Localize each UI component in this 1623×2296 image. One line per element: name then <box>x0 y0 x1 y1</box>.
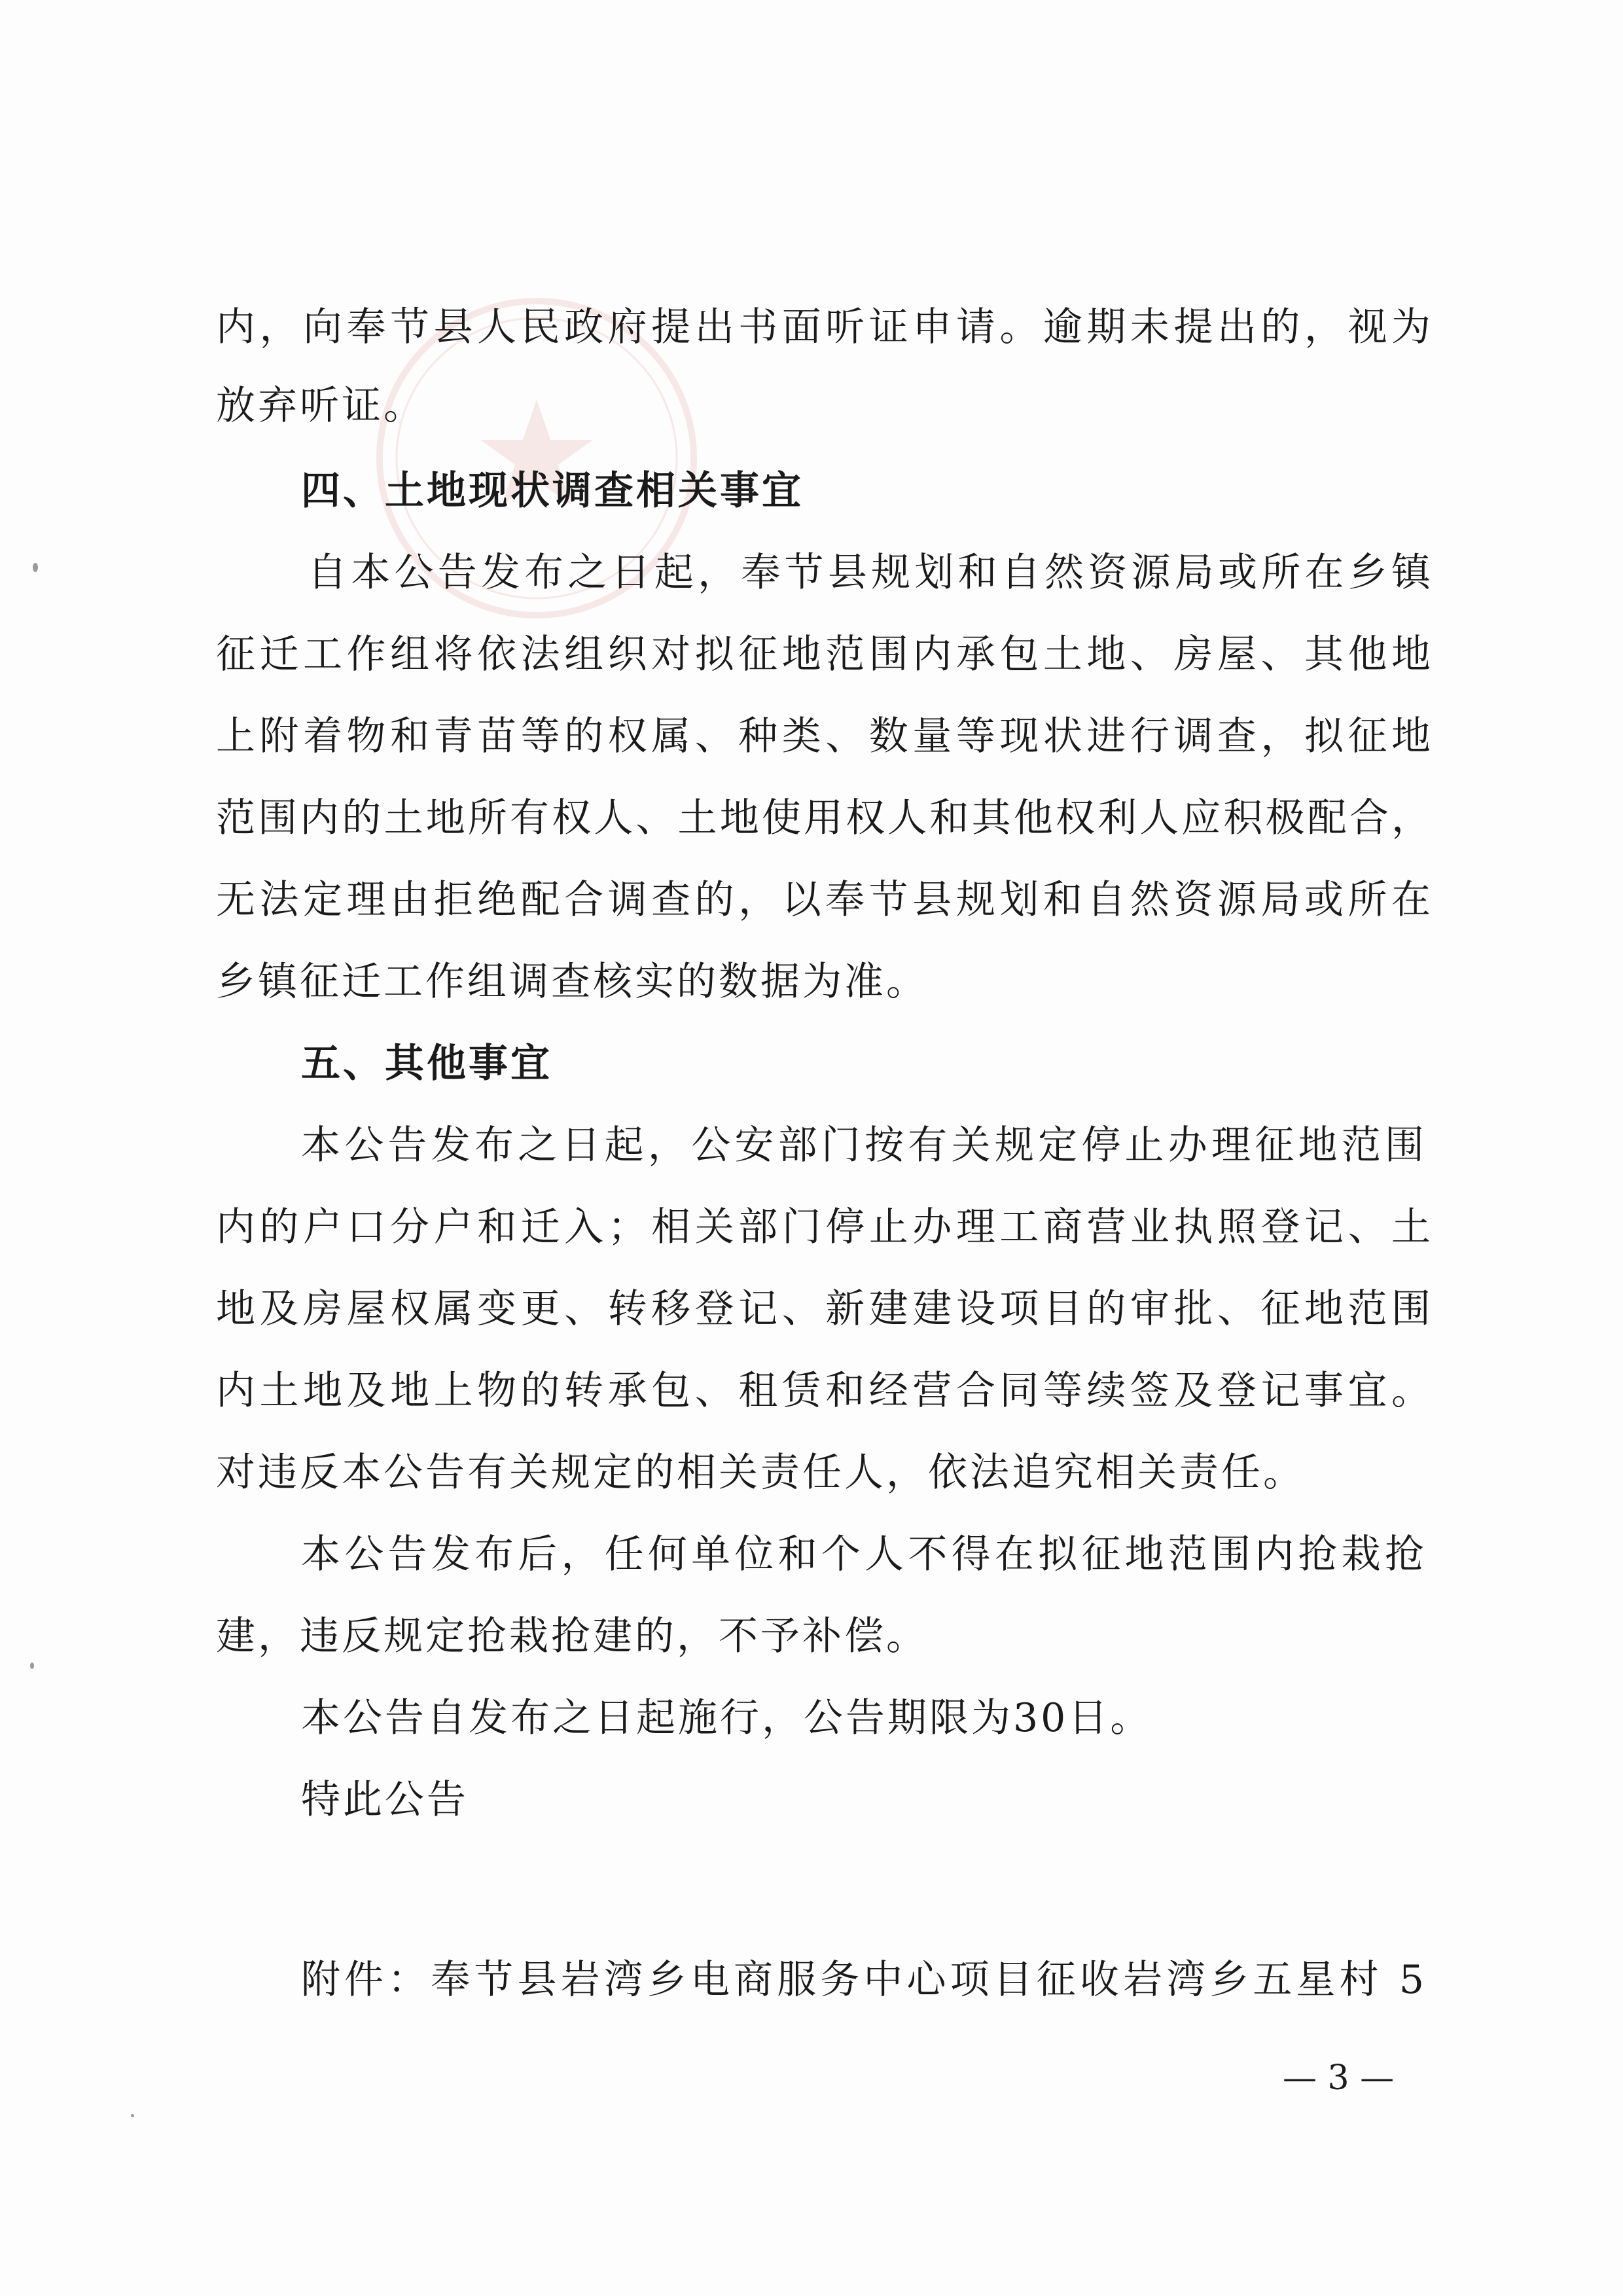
body-text-line: 范围内的土地所有权人、土地使用权人和其他权利人应积极配合， <box>216 795 1433 841</box>
body-text-line: 本公告发布之日起，公安部门按有关规定停止办理征地范围 <box>301 1122 1427 1168</box>
closing-line: 特此公告 <box>301 1777 469 1823</box>
body-text-line: 内土地及地上物的转承包、租赁和经营合同等续签及登记事宜。 <box>216 1368 1433 1414</box>
scan-speck <box>33 563 38 572</box>
body-text-line: 上附着物和青苗等的权属、种类、数量等现状进行调查，拟征地 <box>216 713 1433 759</box>
section-heading-other-matters: 五、其他事宜 <box>301 1041 552 1086</box>
attachment-line: 附件：奉节县岩湾乡电商服务中心项目征收岩湾乡五星村 5 <box>301 1957 1427 2003</box>
page-number: — 3 — <box>1283 2058 1395 2098</box>
body-text-line: 乡镇征迁工作组调查核实的数据为准。 <box>216 959 928 1005</box>
body-text-line: 本公告发布后，任何单位和个人不得在拟征地范围内抢栽抢 <box>301 1532 1427 1577</box>
body-text-line: 征迁工作组将依法组织对拟征地范围内承包土地、房屋、其他地 <box>216 632 1433 677</box>
body-text-line: 无法定理由拒绝配合调查的，以奉节县规划和自然资源局或所在 <box>216 877 1433 923</box>
scan-speck <box>131 2114 134 2117</box>
body-text-line: 对违反本公告有关规定的相关责任人，依法追究相关责任。 <box>216 1450 1305 1496</box>
body-text-line: 内，向奉节县人民政府提出书面听证申请。逾期未提出的，视为 <box>216 304 1433 350</box>
body-text-line: 地及房屋权属变更、转移登记、新建建设项目的审批、征地范围 <box>216 1286 1433 1332</box>
effective-date-line: 本公告自发布之日起施行，公告期限为30日。 <box>301 1695 1152 1741</box>
body-text-line: 放弃听证。 <box>216 383 425 429</box>
body-text-line: 自本公告发布之日起，奉节县规划和自然资源局或所在乡镇 <box>308 550 1433 596</box>
body-text-line: 内的户口分户和迁入；相关部门停止办理工商营业执照登记、土 <box>216 1204 1433 1250</box>
scan-speck <box>30 1662 34 1669</box>
body-text-line: 建，违反规定抢栽抢建的，不予补偿。 <box>216 1613 928 1659</box>
section-heading-land-survey: 四、土地现状调查相关事宜 <box>301 468 804 514</box>
